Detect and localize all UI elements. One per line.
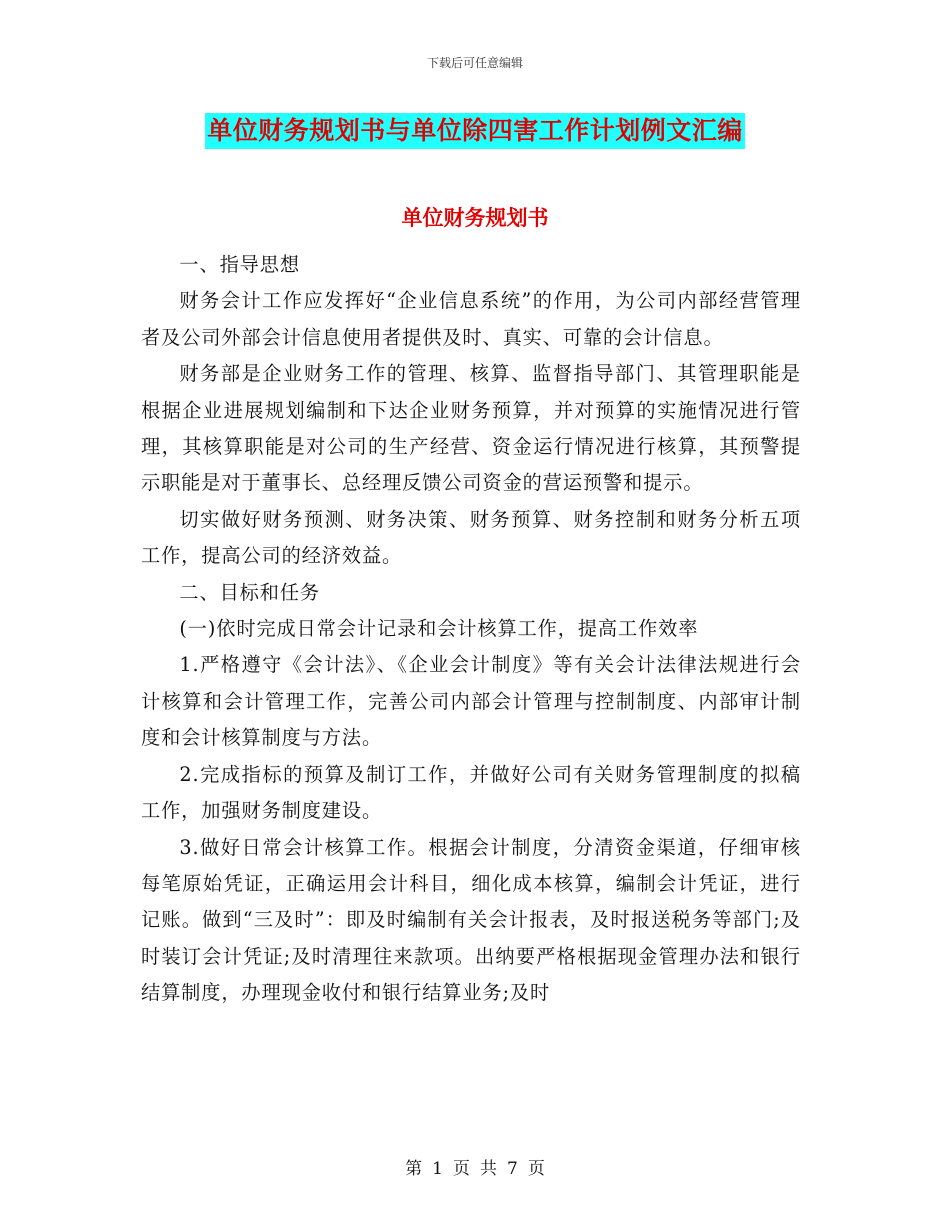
document-body: [141, 247, 801, 1012]
paragraph: 财务会计工作应发挥好“企业信息系统”的作用，为公司内部经营管理者及公司外部会计信息使用者提供及时、真实、可靠的会计信息。: [141, 289, 801, 349]
section-title: 单位财务规划书: [401, 205, 549, 230]
heading-guiding-thought: 一、指导思想: [179, 253, 300, 276]
paragraph: 财务部是企业财务工作的管理、核算、监督指导部门、其管理职能是根据企业进展规划编制和下达企业财务预算，并对预算的实施情况进行管理，其核算职能是对公司的生产经营、资金运行情况进行核算，其预警提示职能是对于董事长、总经理反馈公司资金的营运预警和提示。: [141, 362, 801, 495]
footer-page-number: 1: [432, 1159, 443, 1179]
paragraph: 切实做好财务预测、财务决策、财务预算、财务控制和财务分析五项工作，提高公司的经济效益。: [141, 507, 801, 568]
footer-middle: 页: [453, 1159, 470, 1179]
header-note: 下载后可任意编辑: [426, 56, 523, 70]
footer-prefix: 第: [405, 1159, 423, 1179]
page-footer: [0, 1154, 950, 1179]
footer-total-label: 共: [480, 1159, 497, 1179]
paragraph: 1.严格遵守《会计法》、《企业会计制度》等有关会计法律法规进行会计核算和会计管理工作，完善公司内部会计管理与控制制度、内部审计制度和会计核算制度与方法。: [141, 653, 801, 750]
title-container: [0, 113, 950, 149]
document-title: 单位财务规划书与单位除四害工作计划例文汇编: [205, 113, 745, 149]
footer-total-pages: 7: [507, 1159, 518, 1179]
heading-goals-tasks: 二、目标和任务: [179, 580, 321, 604]
paragraph: 3.做好日常会计核算工作。根据会计制度，分清资金渠道，仔细审核每笔原始凭证，正确运用会计科目，细化成本核算，编制会计凭证，进行记账。做到“三及时”：即及时编制有关会计报表，及时报送税务等部门;及时装订会计凭证;及时清理往来款项。出纳要严格根据现金管理办法和银行结算制度，办理现金收付和银行结算业务;及时: [141, 835, 801, 1005]
paragraph: 2.完成指标的预算及制订工作，并做好公司有关财务管理制度的拟稿工作，加强财务制度建设。: [141, 762, 801, 823]
footer-suffix: 页: [527, 1159, 545, 1179]
subheading: (一)依时完成日常会计记录和会计核算工作，提高工作效率: [179, 617, 699, 641]
